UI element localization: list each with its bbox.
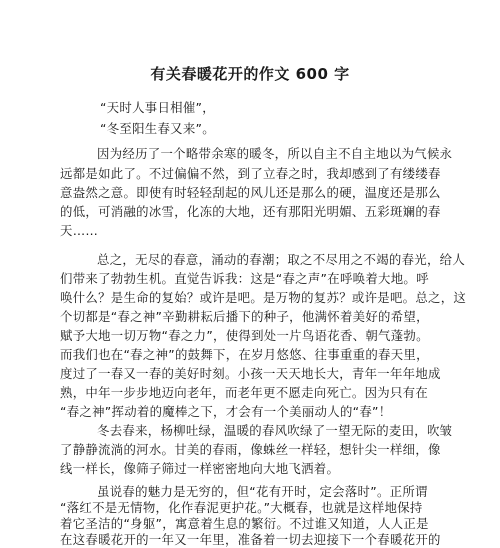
text-line: 唤什么？是生命的复始？或许是吧。是万物的复苏？或许是吧。总之，这 (60, 290, 467, 305)
document-title: 有关春暖花开的作文 600 字 (150, 65, 350, 83)
text-line: “冬至阳生春又来”。 (100, 121, 215, 136)
text-line: “春之神”挥动着的魔棒之下，才会有一个美丽动人的“春”！ (60, 404, 392, 419)
text-line: 线一样长，像筛子筛过一样密密地向大地飞洒着。 (60, 461, 340, 476)
text-line: 天…… (60, 223, 99, 238)
text-line: 冬去春来，杨柳吐绿，温暖的春风吹绿了一望无际的麦田，吹皱 (97, 423, 453, 438)
text-line: 着它圣洁的“身躯”，寓意着生息的繁衍。不过谁又知道，人人正是 (60, 516, 429, 531)
text-line: “天时人事日相催”， (100, 100, 215, 115)
text-line: 赋予大地一切万物“春之力”，使得到处一片鸟语花香、朝气蓬勃。 (60, 328, 429, 343)
text-line: 虽说春的魅力是无穷的，但“花有开时，定会落时”。正所谓 (97, 484, 428, 499)
text-line: 意盎然之意。即使有时轻轻刮起的风儿还是那么的硬，温度还是那么 (60, 185, 441, 200)
text-line: 熟，中年一步步地迈向老年，而老年更不愿走向死亡。因为只有在 (60, 385, 429, 400)
text-line: 远都是如此了。不过偏偏不然，到了立春之时，我却感到了有缕缕春 (60, 166, 441, 181)
text-line: 了静静流淌的河水。甘美的春雨，像蛛丝一样轻，想针尖一样细，像 (60, 442, 441, 457)
text-line: 的低，可消融的冰雪，化冻的大地，还有那阳光明媚、五彩斑斓的春 (60, 204, 441, 219)
text-line: 在这春暖花开的一年又一年里，准备着一切去迎接下一个春暖花开的 (60, 532, 441, 547)
text-line: 而我们也在“春之神”的鼓舞下，在岁月悠悠、往事重重的春天里， (60, 347, 429, 362)
text-line: 度过了一春又一春的美好时刻。小孩一天天地长大，青年一年年地成 (60, 366, 441, 381)
text-line: 总之，无尽的春意，涌动的春潮；取之不尽用之不竭的春光，给人 (97, 252, 466, 267)
text-line: 因为经历了一个略带余寒的暖冬，所以自主不自主地以为气候永 (97, 146, 453, 161)
text-line: 个切都是“春之神”辛勤耕耘后播下的种子，他满怀着美好的希望， (60, 309, 429, 324)
text-line: “落红不是无情物，化作春泥更护花。”大概春，也就是这样地保持 (60, 500, 423, 515)
text-line: 们带来了勃勃生机。直觉告诉我：这是“春之声”在呼唤着大地。呼 (60, 271, 429, 286)
